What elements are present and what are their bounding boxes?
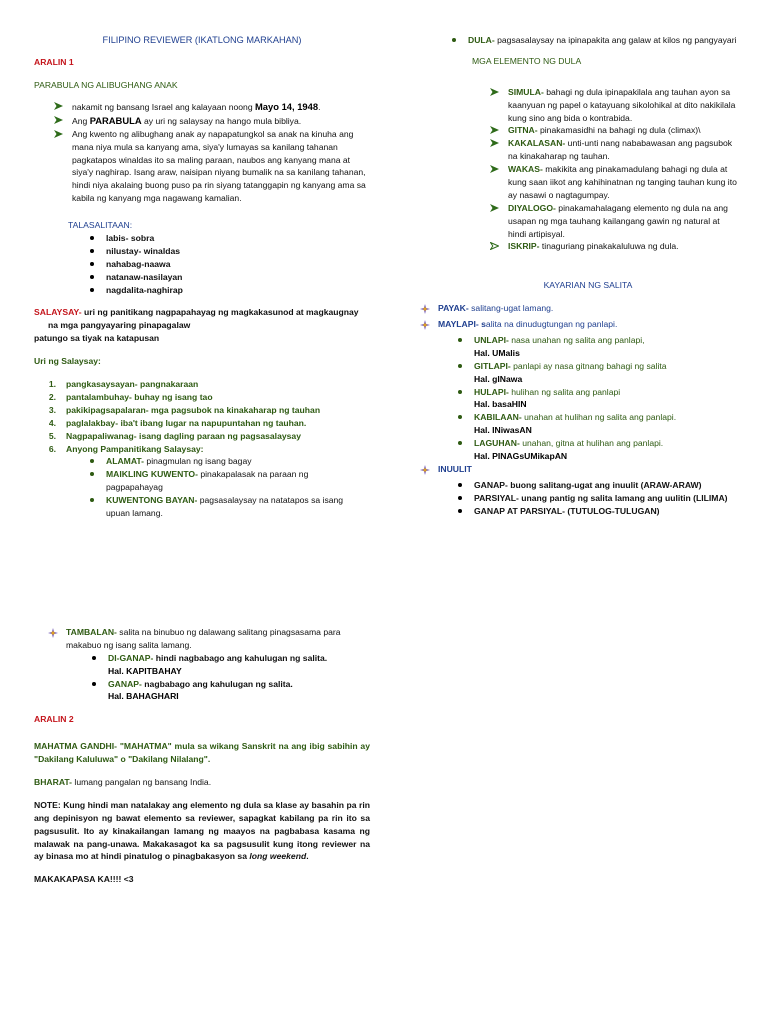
list-item: GANAP- nagbabago ang kahulugan ng salita. Hal. BAHAGHARI (92, 678, 370, 704)
uri-label: Uri ng Salaysay: (34, 356, 101, 367)
arrow-bullet-icon (54, 116, 64, 124)
bullet-dot-icon (90, 275, 94, 279)
bullet-dot-icon (90, 498, 94, 502)
aralin2-label: ARALIN 2 (34, 714, 74, 725)
list-item: GITLAPI- panlapi ay nasa gitnang bahagi ng salita Hal. gINawa (458, 360, 738, 386)
push-pin-icon (420, 465, 430, 479)
gandhi-definition: MAHATMA GANDHI- "MAHATMA" mula sa wikang Sanskrit na ang ibig sabihin ay "Dakilang Kaluluwa" o "Dakilang Nilalang". (34, 741, 370, 765)
push-pin-icon (48, 628, 58, 642)
arrow-bullet-icon (490, 165, 500, 173)
bullet-dot-icon (458, 338, 462, 342)
list-item: UNLAPI- nasa unahan ng salita ang panlapi, Hal. UMalis (458, 334, 738, 360)
list-item: nagdalita-naghirap (90, 284, 370, 297)
bullet-dot-icon (458, 441, 462, 445)
panlapi-list (458, 334, 738, 463)
list-item: natanaw-nasilayan (90, 271, 370, 284)
list-item: MAIKLING KUWENTO- pinakapalasak na paraan ng pagpapahayag (90, 468, 350, 494)
list-item: 4. paglalakbay- iba't ibang lugar na napupuntahan ng tauhan. (48, 417, 307, 428)
list-item: DI-GANAP- hindi nagbabago ang kahulugan ng salita. Hal. KAPITBAHAY (92, 652, 370, 678)
list-item: PARSIYAL- unang pantig ng salita lamang ang uulitin (LILIMA) (458, 492, 738, 505)
left-column (34, 34, 370, 520)
list-item: ISKRIP- tinaguriang pinakakaluluwa ng dula. (490, 240, 738, 253)
list-item: KUWENTONG BAYAN- pagsasalaysay na natatapos sa isang upuan lamang. (90, 494, 350, 520)
list-item: 3. pakikipagsapalaran- mga pagsubok na kinakaharap ng tauhan (48, 404, 321, 415)
list-item: 5. Nagpapaliwanag- isang dagling paraan ng pagsasalaysay (48, 430, 301, 441)
closing-line: MAKAKAPASA KA!!!! <3 (34, 874, 134, 885)
list-item: HULAPI- hulihan ng salita ang panlapi Hal. basaHIN (458, 386, 738, 412)
bullet-dot-icon (90, 459, 94, 463)
inuulit-definition: INUULIT (420, 463, 738, 479)
bullet-dot-icon (458, 509, 462, 513)
bullet-dot-icon (90, 472, 94, 476)
maylapi-definition: MAYLAPI- salita na dinudugtungan ng panlapi. (420, 318, 738, 334)
arrow-bullet-icon (54, 102, 64, 110)
list-item: GANAP- buong salitang-ugat ang inuulit (ARAW-ARAW) (458, 479, 738, 492)
right-column (438, 34, 738, 518)
bullet-dot-icon (90, 262, 94, 266)
arrow-bullet-icon (490, 126, 500, 134)
arrow-bullet-icon (490, 88, 500, 96)
note-paragraph: NOTE: Kung hindi man natalakay ang elemento ng dula sa klase ay basahin pa rin ang depinisyon ng bawat elemento sa reviewer, sapagkat kabilang pa rin ito sa pagsusulit. Ito ay kinakailangan lamang ng maayos na pagbabasa kasama ng malawak na pang-unawa. Makakasagot ka sa pagsusulit kung itong reviewer na ay binasa mo at hindi pinatulog o pinagbakasyon sa long weekend. (34, 799, 370, 862)
list-item: ALAMAT- pinagmulan ng isang bagay (90, 455, 350, 468)
talasalitaan-list (90, 232, 370, 296)
anyo-list (90, 455, 350, 519)
bharat-definition: BHARAT- lumang pangalan ng bansang India. (34, 777, 212, 788)
push-pin-icon (420, 320, 430, 334)
list-item: 1. pangkasaysayan- pangnakaraan (48, 379, 199, 390)
bullet-dot-icon (452, 38, 456, 42)
push-pin-icon (420, 304, 430, 318)
bullet-dot-icon (458, 496, 462, 500)
bullet-dot-icon (92, 682, 96, 686)
list-item: Ang kwento ng alibughang anak ay napapatungkol sa anak na kinuha ang mana niya mula sa kanyang ama, siya'y lumayas sa kanilang tahanan pagkatapos winaldas ito sa maling paraan, naubos ang kanyang mana at siya'y naghirap. Isang araw, naisipan niyang bumalik na sa kanilang tahanan, hindi niya akalaing buong puso pa rin siyang tatanggapin ng kanyang ama sa kabila ng kanyang mga nagawang kamalian. (54, 128, 370, 205)
list-item: 6. Anyong Pampanitikang Salaysay: (48, 443, 204, 454)
uri-list (42, 378, 370, 455)
aralin1-subtitle: PARABULA NG ALIBUGHANG ANAK (34, 79, 178, 90)
list-item: nakamit ng bansang Israel ang kalayaan noong Mayo 14, 1948. (54, 100, 370, 114)
list-item: nilustay- winaldas (90, 245, 370, 258)
aralin1-bullets (54, 100, 370, 206)
list-item: GANAP AT PARSIYAL- (TUTULOG-TULUGAN) (458, 505, 738, 518)
bullet-dot-icon (92, 656, 96, 660)
aralin1-label: ARALIN 1 (34, 56, 74, 67)
list-item: labis- sobra (90, 232, 370, 245)
bullet-dot-icon (90, 236, 94, 240)
salaysay-definition: SALAYSAY- uri ng panitikang nagpapahayag ng magkakasunod at magkaugnay na mga pangyayaring pinapagalaw patungo sa tiyak na katapusan (34, 307, 359, 344)
bullet-dot-icon (458, 483, 462, 487)
bullet-dot-icon (90, 288, 94, 292)
elemento-list (490, 86, 738, 254)
talasalitaan-label: TALASALITAAN: (68, 220, 133, 231)
list-item: LAGUHAN- unahan, gitna at hulihan ang panlapi. Hal. PINAGsUMikapAN (458, 437, 738, 463)
payak-definition: PAYAK- salitang-ugat lamang. (420, 302, 738, 318)
page-title: FILIPINO REVIEWER (IKATLONG MARKAHAN) (102, 35, 302, 45)
arrow-bullet-icon (490, 204, 500, 212)
arrow-bullet-icon (490, 139, 500, 147)
kayarian-label: KAYARIAN NG SALITA (543, 280, 633, 291)
list-item: WAKAS- makikita ang pinakamadulang bahagi ng dula at kung saan iikot ang kahihinatnan ng tanging tauhan kung ito ay nasawi o nagtagumpay. (490, 163, 738, 202)
bullet-dot-icon (458, 364, 462, 368)
arrow-outline-bullet-icon (490, 242, 500, 250)
list-item: DIYALOGO- pinakamahalagang elemento ng dula na ang usapan ng mga tauhang kailangang gawin ng natural at hindi artipisyal. (490, 202, 738, 241)
list-item: KABILAAN- unahan at hulihan ng salita ang panlapi. Hal. INiwasAN (458, 411, 738, 437)
tambalan-definition: TAMBALAN- salita na binubuo ng dalawang salitang pinagsasama para makabuo ng isang salita lamang. (48, 626, 370, 652)
inuulit-list (458, 479, 738, 518)
elemento-label: MGA ELEMENTO NG DULA (472, 55, 582, 66)
bullet-dot-icon (458, 390, 462, 394)
list-item: GITNA- pinakamasidhi na bahagi ng dula (climax)\ (490, 124, 738, 137)
list-item: Ang PARABULA ay uri ng salaysay na hango mula bibliya. (54, 114, 370, 128)
tambalan-list (92, 652, 370, 704)
kayarian-section (420, 302, 738, 517)
list-item: 2. pantalambuhay- buhay ng isang tao (48, 391, 213, 402)
list-item: KAKALASAN- unti-unti nang nababawasan ang pagsubok na kinakaharap ng tauhan. (490, 137, 738, 163)
arrow-bullet-icon (54, 130, 64, 138)
left-column-lower (34, 626, 370, 886)
list-item: nahabag-naawa (90, 258, 370, 271)
bullet-dot-icon (90, 249, 94, 253)
list-item: SIMULA- bahagi ng dula ipinapakilala ang tauhan ayon sa kaanyuan ng papel o katayuang sikolohikal at dito nakikilala kung sino ang bida o kontrabida. (490, 86, 738, 125)
bullet-dot-icon (458, 415, 462, 419)
dula-definition: DULA- pagsasalaysay na ipinapakita ang galaw at kilos ng pangyayari (452, 34, 738, 47)
